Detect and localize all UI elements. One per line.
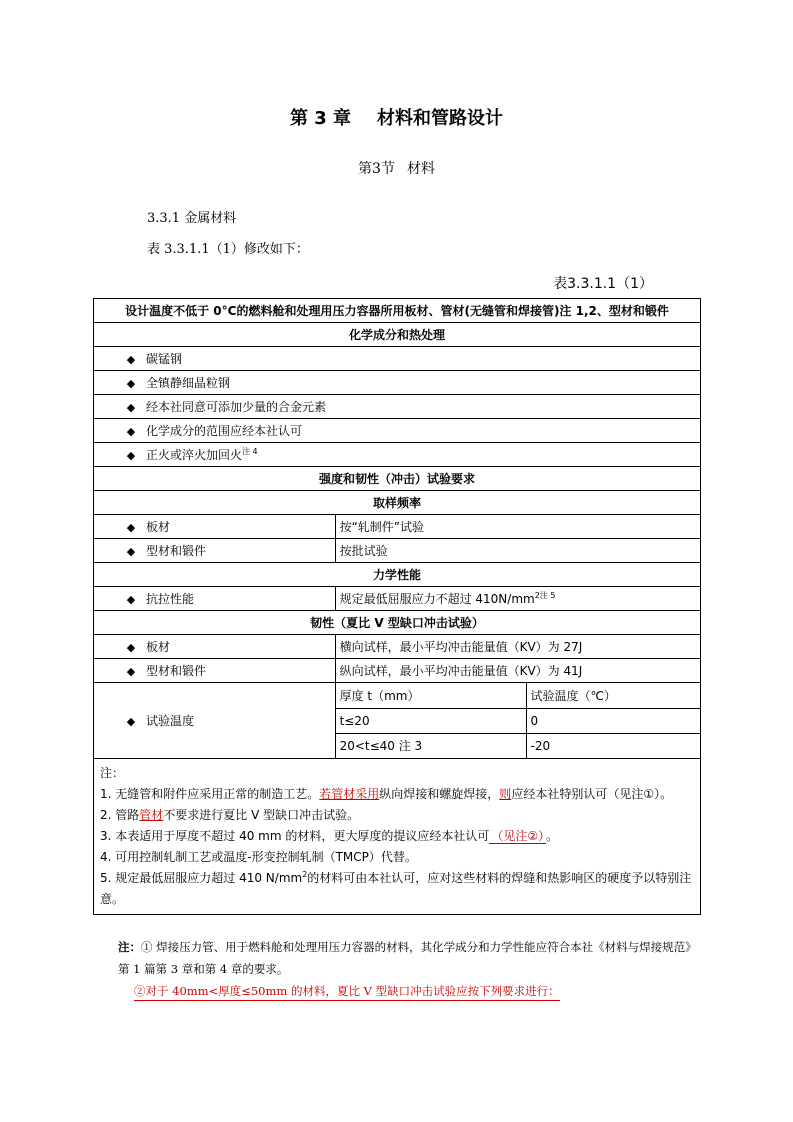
- tracked-insertion: 若管材采用: [319, 787, 380, 801]
- diamond-bullet-icon: ◆: [126, 449, 136, 462]
- diamond-bullet-icon: ◆: [126, 425, 136, 438]
- column-header: 厚度 t（mm）: [336, 683, 526, 708]
- note-ref: 注 4: [242, 447, 258, 456]
- table-row: [94, 395, 701, 419]
- note-text: 5. 规定最低屈服应力超过 410 N/mm: [100, 871, 303, 885]
- table-notes: [94, 759, 701, 915]
- table-row: [94, 299, 701, 323]
- row-value: 规定最低屈服应力不超过 410N/mm: [339, 592, 535, 606]
- section-chemistry-title: 化学成分和热处理: [94, 323, 701, 347]
- section-strength-title: 强度和韧性（冲击）试验要求: [94, 467, 701, 491]
- table-row: [336, 683, 700, 708]
- diamond-bullet-icon: ◆: [126, 353, 136, 366]
- diamond-bullet-icon: ◆: [126, 715, 136, 728]
- tracked-insertion: 管材: [139, 808, 164, 822]
- note-text: 应经本社特别认可（见注①）。: [511, 787, 673, 801]
- note-text: 不要求进行夏比 V 型缺口冲击试验。: [163, 808, 360, 822]
- table-row: [94, 371, 701, 395]
- table-row: [336, 733, 700, 758]
- list-item: 正火或淬火加回火: [146, 448, 243, 462]
- row-label: 抗拉性能: [146, 592, 195, 606]
- table-row: [94, 323, 701, 347]
- table-row: [94, 587, 701, 611]
- table-row: [94, 347, 701, 371]
- note-text: 纵向焊接和螺旋焊接，: [379, 787, 500, 801]
- thickness-cell: t≤20: [336, 708, 526, 733]
- table-row: [94, 635, 701, 659]
- note-3: [100, 826, 694, 847]
- chapter-name: 材料和管路设计: [377, 108, 504, 129]
- row-label: 型材和锻件: [146, 664, 207, 678]
- chapter-number: 第 3 章: [289, 108, 352, 129]
- temperature-cell: 0: [526, 708, 700, 733]
- table-caption: 表3.3.1.1（1）: [553, 276, 653, 292]
- row-label: 试验温度: [146, 714, 195, 728]
- section-number: 第3节: [358, 161, 395, 177]
- diamond-bullet-icon: ◆: [126, 665, 136, 678]
- notes-title: 注：: [100, 766, 125, 780]
- row-value: 横向试样，最小平均冲击能量值（KV）为 27J: [335, 635, 700, 659]
- list-item: 化学成分的范围应经本社认可: [146, 424, 303, 438]
- tracked-insertion: 则: [499, 787, 512, 801]
- table-row: [94, 443, 701, 467]
- row-value: 按“轧制件”试验: [335, 515, 700, 539]
- table-header: 设计温度不低于 0°C的燃料舱和处理用压力容器所用板材、管材(无缝管和焊接管)注 1,2、型材和锻件: [94, 299, 701, 323]
- note-text: 。: [546, 829, 559, 843]
- test-temperature-table: [336, 683, 700, 758]
- mechanical-title: 力学性能: [94, 563, 701, 587]
- row-label: 板材: [146, 520, 171, 534]
- table-row: [336, 708, 700, 733]
- table-row: [94, 467, 701, 491]
- row-label: 型材和锻件: [146, 544, 207, 558]
- materials-table: [93, 298, 701, 915]
- diamond-bullet-icon: ◆: [126, 401, 136, 414]
- note-text: 1. 无缝管和附件应采用正常的制造工艺。: [100, 787, 320, 801]
- row-value: 按批试验: [335, 539, 700, 563]
- footnote-text: ① 焊接压力管、用于燃料舱和处理用压力容器的材料，其化学成分和力学性能应符合本社《材料与焊接规范》第 1 篇第 3 章和第 4 章的要求。: [118, 940, 697, 976]
- table-row: [94, 683, 701, 759]
- section-title: [0, 158, 793, 178]
- list-item: 碳锰钢: [146, 352, 183, 366]
- row-label: 板材: [146, 640, 171, 654]
- table-row: [94, 491, 701, 515]
- footnote-1: [118, 936, 708, 980]
- footnote-2: ②对于 40mm<厚度≤50mm 的材料，夏比 V 型缺口冲击试验应按下列要求进行：: [134, 983, 560, 1001]
- table-row: [94, 659, 701, 683]
- table-row: [94, 419, 701, 443]
- thickness-cell: 20<t≤40 注 3: [339, 739, 423, 754]
- table-row: [94, 539, 701, 563]
- table-row: [94, 563, 701, 587]
- note-2: [100, 805, 694, 826]
- list-item: 全镇静细晶粒钢: [146, 376, 231, 390]
- diamond-bullet-icon: ◆: [126, 641, 136, 654]
- note-1: [100, 784, 694, 805]
- note-text: 的材料可由本社认可，应对这些材料的焊缝和热影响区的硬度予以特别注意。: [100, 871, 692, 906]
- table-row: [94, 515, 701, 539]
- sampling-title: 取样频率: [94, 491, 701, 515]
- note-text: 2. 管路: [100, 808, 140, 822]
- diamond-bullet-icon: ◆: [126, 521, 136, 534]
- diamond-bullet-icon: ◆: [126, 377, 136, 390]
- note-5: [100, 868, 694, 910]
- table-row: [94, 611, 701, 635]
- column-header: 试验温度（℃）: [526, 683, 700, 708]
- note-4: 4. 可用控制轧制工艺或温度-形变控制轧制（TMCP）代替。: [100, 850, 417, 864]
- row-value: 纵向试样，最小平均冲击能量值（KV）为 41J: [335, 659, 700, 683]
- tracked-insertion: （见注②）: [491, 829, 545, 843]
- temperature-cell: -20: [526, 733, 700, 758]
- toughness-title: 韧性（夏比 V 型缺口冲击试验）: [94, 611, 701, 635]
- diamond-bullet-icon: ◆: [126, 593, 136, 606]
- sub-heading: 3.3.1 金属材料: [147, 211, 237, 226]
- diamond-bullet-icon: ◆: [126, 545, 136, 558]
- list-item: 经本社同意可添加少量的合金元素: [146, 400, 327, 414]
- chapter-title: [0, 104, 793, 130]
- note-ref: 2注 5: [534, 591, 556, 600]
- table-row: [94, 759, 701, 915]
- footnote-lead: 注：: [118, 940, 141, 954]
- note-sup: 2: [302, 870, 308, 879]
- intro-line: 表 3.3.1.1（1）修改如下：: [147, 242, 309, 257]
- note-text: 3. 本表适用于厚度不超过 40 mm 的材料，更大厚度的提议应经本社认可: [100, 829, 490, 843]
- section-name: 材料: [406, 161, 435, 177]
